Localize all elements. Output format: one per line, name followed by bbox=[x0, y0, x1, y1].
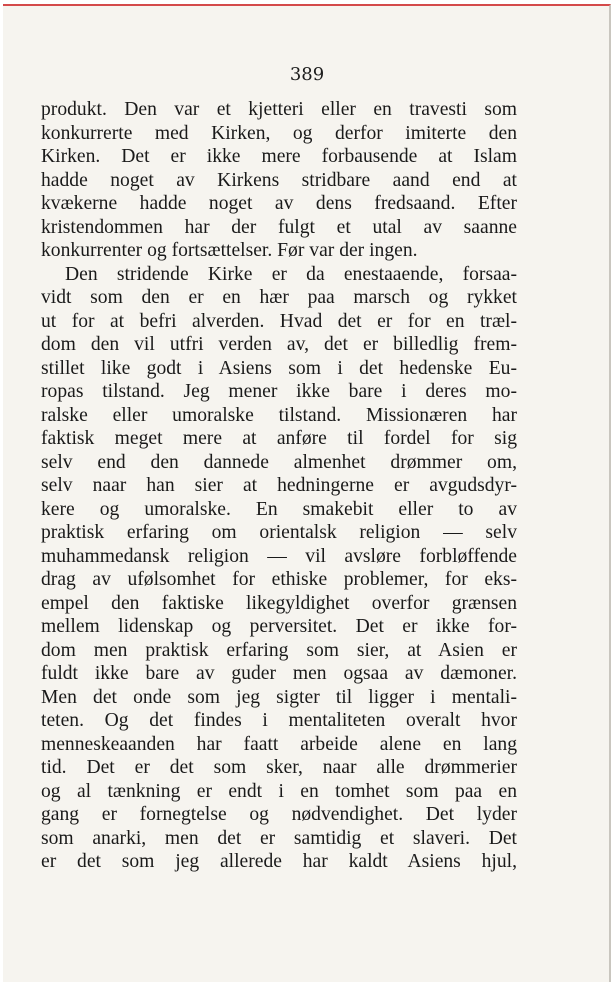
text-line: praktisk erfaring om orientalsk religion — selv bbox=[41, 522, 517, 543]
text-line: vidt som den er en hær paa marsch og rykket bbox=[41, 287, 517, 308]
body-text bbox=[41, 98, 517, 874]
text-line: produkt. Den var et kjetteri eller en travesti som bbox=[41, 99, 517, 120]
text-line: selv naar han sier at hedningerne er avgudsdyr- bbox=[41, 475, 517, 496]
text-line: stillet like godt i Asiens som i det hedenske Eu- bbox=[41, 357, 517, 379]
text-line: konkurrenter og fortsættelser. Før var der ingen. bbox=[41, 240, 418, 261]
text-line: empel den faktiske likegyldighet overfor grænsen bbox=[41, 592, 517, 614]
text-line: tid. Det er det som sker, naar alle drømmerier bbox=[41, 757, 517, 778]
text-line: kere og umoralske. En smakebit eller to av bbox=[41, 498, 517, 520]
text-line: muhammedansk religion — vil avsløre forbløffende bbox=[41, 545, 517, 567]
text-line: ut for at befri alverden. Hvad det er for en træl- bbox=[41, 310, 517, 332]
text-line: gang er fornegtelse og nødvendighet. Det lyder bbox=[41, 804, 517, 825]
book-page bbox=[3, 4, 611, 982]
text-line: dom den vil utfri verden av, det er billedlig frem- bbox=[41, 334, 517, 355]
text-line: mellem lidenskap og perversitet. Det er ikke for- bbox=[41, 616, 517, 637]
page-number: 389 bbox=[289, 64, 325, 85]
text-line: som anarki, men det er samtidig et slaveri. Det bbox=[41, 827, 517, 849]
text-line: og al tænkning er endt i en tomhet som paa en bbox=[41, 780, 517, 802]
text-line: menneskeaanden har faatt arbeide alene en lang bbox=[41, 733, 517, 755]
text-line: fuldt ikke bare av guder men ogsaa av dæmoner. bbox=[41, 663, 517, 684]
text-line: ropas tilstand. Jeg mener ikke bare i deres mo- bbox=[41, 381, 517, 402]
text-line: kristendommen har der fulgt et utal av saanne bbox=[41, 216, 517, 238]
text-line: dom men praktisk erfaring som sier, at Asien er bbox=[41, 639, 517, 661]
text-line: kvækerne hadde noget av dens fredsaand. Efter bbox=[41, 193, 517, 214]
text-line: selv end den dannede almenhet drømmer om, bbox=[41, 451, 517, 473]
text-line: ralske eller umoralske tilstand. Missionæren har bbox=[41, 404, 517, 426]
text-line: er det som jeg allerede har kaldt Asiens hjul, bbox=[41, 851, 517, 872]
text-line: Kirken. Det er ikke mere forbausende at Islam bbox=[41, 146, 517, 167]
text-line: hadde noget av Kirkens stridbare aand end at bbox=[41, 169, 517, 191]
text-line: Men det onde som jeg sigter til ligger i mentali- bbox=[41, 686, 517, 708]
text-line: konkurrerte med Kirken, og derfor imiterte den bbox=[41, 122, 517, 144]
text-line: drag av ufølsomhet for ethiske problemer, for eks- bbox=[41, 569, 517, 590]
text-line: teten. Og det findes i mentaliteten overalt hvor bbox=[41, 710, 517, 731]
text-line: Den stridende Kirke er da enestaaende, forsaa- bbox=[65, 263, 517, 285]
text-line: faktisk meget mere at anføre til fordel for sig bbox=[41, 428, 517, 449]
